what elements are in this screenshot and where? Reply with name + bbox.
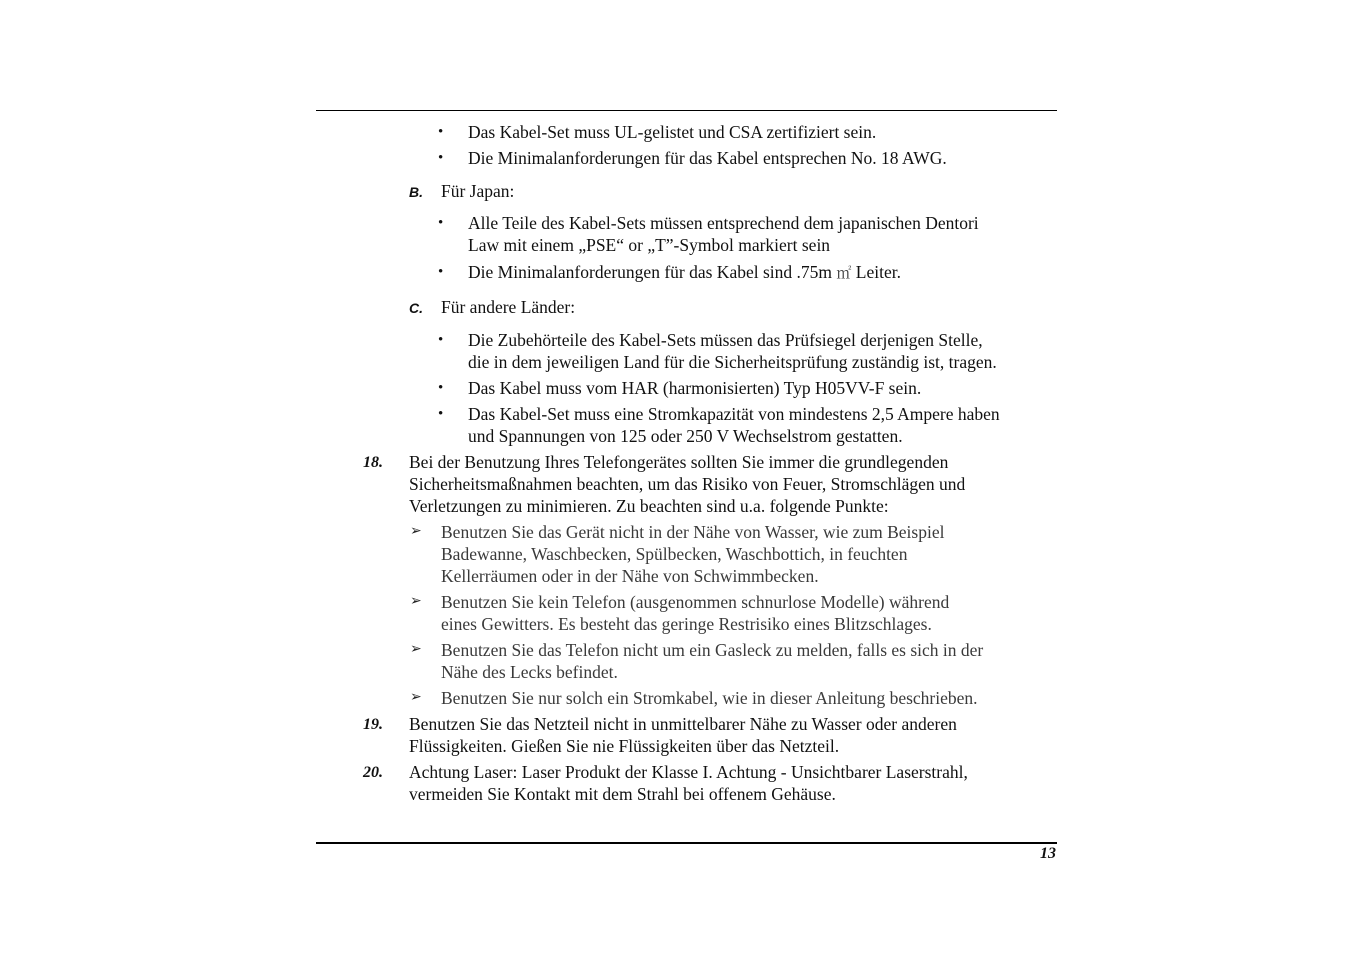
section-marker-b: B.: [409, 184, 423, 200]
section-title-japan: Für Japan:: [441, 181, 515, 201]
footer-rule: [316, 842, 1057, 844]
bullet-icon: •: [438, 380, 444, 396]
list-item: • Die Zubehörteile des Kabel-Sets müssen das Prüfsiegel derjenigen Stelle, die in dem jeweiligen Land für die Sicherheitsprüfung zuständig ist, tragen.: [438, 330, 997, 372]
list-item: • Das Kabel muss vom HAR (harmonisierten) Typ H05VV-F sein.: [438, 378, 922, 398]
bullet-icon: •: [438, 406, 444, 422]
numbered-paragraph: Benutzen Sie das Netzteil nicht in unmittelbarer Nähe zu Wasser oder anderen Flüssigkeiten. Gießen Sie nie Flüssigkeiten über das Netzteil.: [409, 714, 957, 756]
list-item: ➢ Benutzen Sie das Telefon nicht um ein Gasleck zu melden, falls es sich in der Nähe des Lecks befindet.: [410, 640, 984, 682]
header-rule: [316, 110, 1057, 111]
section-title-other-countries: Für andere Länder:: [441, 297, 576, 317]
bullet-icon: •: [438, 264, 444, 280]
list-item: ➢ Benutzen Sie das Gerät nicht in der Nähe von Wasser, wie zum Beispiel Badewanne, Waschbecken, Spülbecken, Waschbottich, in feuchten Kellerräumen oder in der Nähe von Schwimmbecken.: [410, 522, 945, 586]
arrow-bullet-icon: ➢: [410, 524, 422, 539]
list-item: • Das Kabel-Set muss eine Stromkapazität von mindestens 2,5 Ampere haben und Spannungen von 125 oder 250 V Wechselstrom gestatten.: [438, 404, 1000, 446]
bullet-icon: •: [438, 215, 444, 231]
list-item: ➢ Benutzen Sie nur solch ein Stromkabel, wie in dieser Anleitung beschrieben.: [410, 688, 978, 708]
list-item: • Das Kabel-Set muss UL-gelistet und CSA zertifiziert sein.: [438, 122, 877, 142]
bullet-icon: •: [438, 332, 444, 348]
numbered-paragraph: Bei der Benutzung Ihres Telefongerätes sollten Sie immer die grundlegenden Sicherheitsmaßnahmen beachten, um das Risiko von Feuer, Stromschlägen und Verletzungen zu minimieren. Zu beachten sind u.a. folgende Punkte:: [409, 452, 966, 516]
page-number: 13: [1040, 845, 1056, 862]
section-marker-c: C.: [409, 300, 423, 316]
numbered-paragraph: Achtung Laser: Laser Produkt der Klasse I. Achtung - Unsichtbarer Laserstrahl, vermeiden Sie Kontakt mit dem Strahl bei offenem Gehäuse.: [409, 762, 968, 804]
arrow-bullet-icon: ➢: [410, 594, 422, 609]
square-meter-symbol: ㎡: [836, 264, 852, 282]
bullet-icon: •: [438, 150, 444, 166]
list-item: • Die Minimalanforderungen für das Kabel entsprechen No. 18 AWG.: [438, 148, 947, 168]
item-number-18: 18.: [363, 454, 383, 471]
item-number-20: 20.: [363, 764, 383, 781]
arrow-bullet-icon: ➢: [410, 690, 422, 705]
list-item: • Alle Teile des Kabel-Sets müssen entsprechend dem japanischen Dentori Law mit einem „PSE“ or „T”-Symbol markiert sein: [438, 213, 979, 255]
list-item: ➢ Benutzen Sie kein Telefon (ausgenommen schnurlose Modelle) während eines Gewitters. Es besteht das geringe Restrisiko eines Blitzschlages.: [410, 592, 950, 634]
bullet-icon: •: [438, 124, 444, 140]
list-item: • Die Minimalanforderungen für das Kabel sind .75m ㎡ Leiter.: [438, 262, 901, 282]
arrow-bullet-icon: ➢: [410, 642, 422, 657]
item-number-19: 19.: [363, 716, 383, 733]
